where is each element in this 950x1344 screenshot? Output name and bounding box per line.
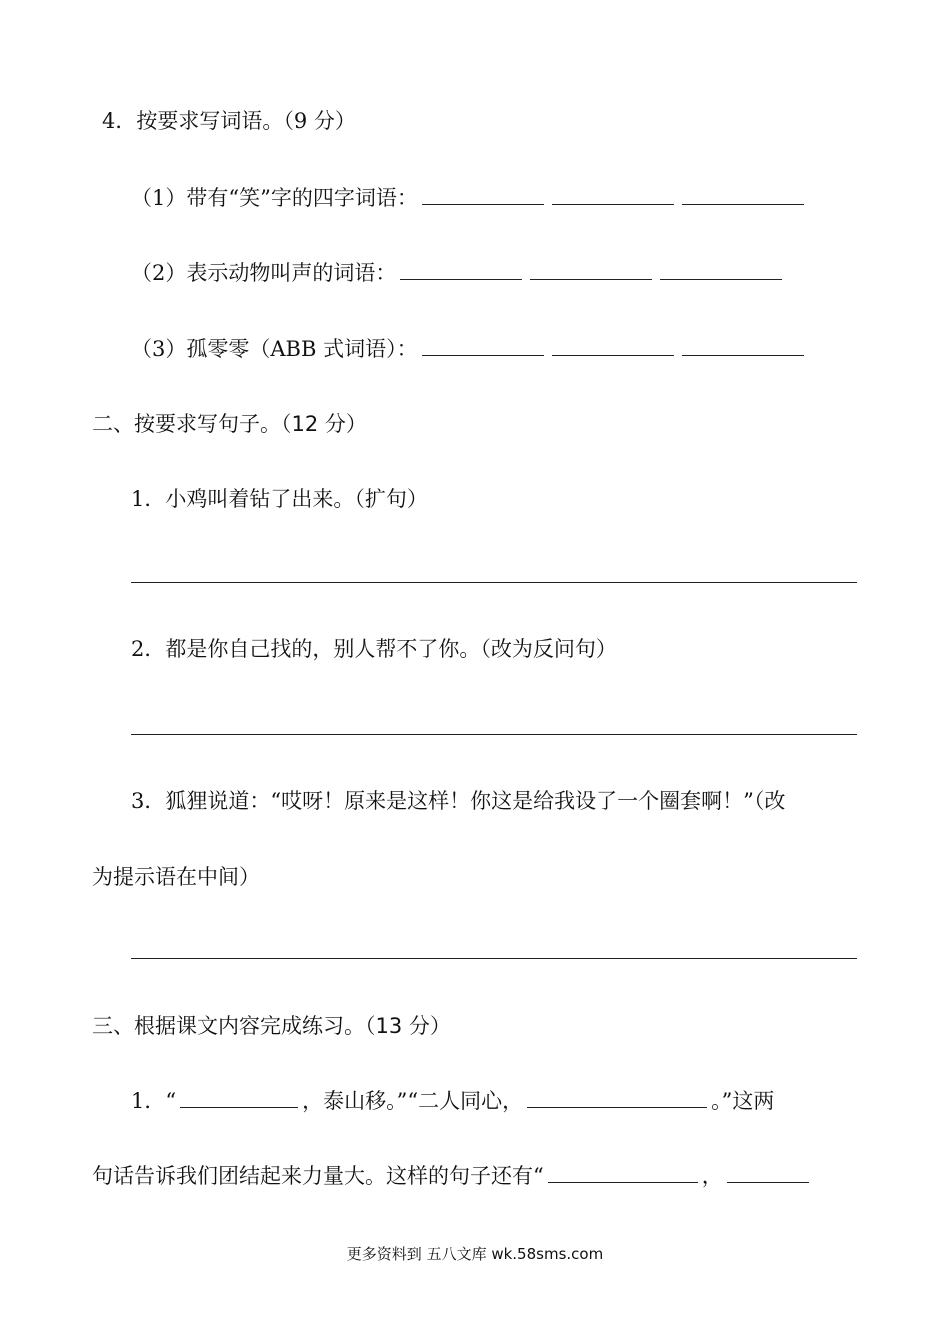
q4-title: 4．按要求写词语。（9 分） [102, 109, 356, 133]
answer-blank[interactable] [400, 259, 522, 280]
s2-q1-answer-line[interactable] [131, 582, 857, 583]
answer-blank[interactable] [548, 1162, 698, 1183]
answer-blank[interactable] [422, 335, 544, 356]
q4-item-3-label: （3）孤零零（ABB 式词语）： [131, 337, 418, 361]
s3-q1-part-a: 1．“ [131, 1089, 177, 1113]
footer-text: 更多资料到 五八文库 wk.58sms.com [346, 1245, 604, 1263]
answer-blank[interactable] [527, 1087, 707, 1108]
q4-item-1-label: （1）带有“笑”字的四字词语： [131, 186, 418, 210]
s3-q1-part-c: 。”这两 [711, 1089, 775, 1113]
s2-q3-line2: 为提示语在中间） [92, 865, 260, 889]
s2-q3-answer-line[interactable] [131, 958, 857, 959]
s2-q3-line1: 3．狐狸说道：“哎呀！原来是这样！你这是给我设了一个圈套啊！”（改 [131, 789, 786, 813]
answer-blank[interactable] [530, 259, 652, 280]
section-two-heading: 二、按要求写句子。（12 分） [92, 412, 367, 436]
s2-q1: 1．小鸡叫着钻了出来。（扩句） [131, 487, 428, 511]
answer-blank[interactable] [552, 184, 674, 205]
s2-q2: 2．都是你自己找的，别人帮不了你。（改为反问句） [131, 637, 617, 661]
q4-item-2-label: （2）表示动物叫声的词语： [131, 261, 397, 285]
section-three-heading: 三、根据课文内容完成练习。（13 分） [92, 1014, 451, 1038]
s3-q1-part-d: ， [701, 1164, 723, 1188]
answer-blank[interactable] [727, 1162, 809, 1183]
s3-q1-part-b: ，泰山移。”“二人同心， [302, 1089, 524, 1113]
q4-item-2 [131, 258, 786, 288]
q4-item-3 [131, 334, 808, 364]
answer-blank[interactable] [180, 1087, 298, 1108]
answer-blank[interactable] [660, 259, 782, 280]
answer-blank[interactable] [552, 335, 674, 356]
s3-q1-line1 [131, 1086, 774, 1116]
answer-blank[interactable] [422, 184, 544, 205]
s3-q1-line2 [92, 1161, 813, 1191]
s2-q2-answer-line[interactable] [131, 734, 857, 735]
q4-item-1 [131, 183, 808, 213]
answer-blank[interactable] [682, 335, 804, 356]
s3-q1-line2-text: 句话告诉我们团结起来力量大。这样的句子还有“ [92, 1164, 544, 1188]
answer-blank[interactable] [682, 184, 804, 205]
